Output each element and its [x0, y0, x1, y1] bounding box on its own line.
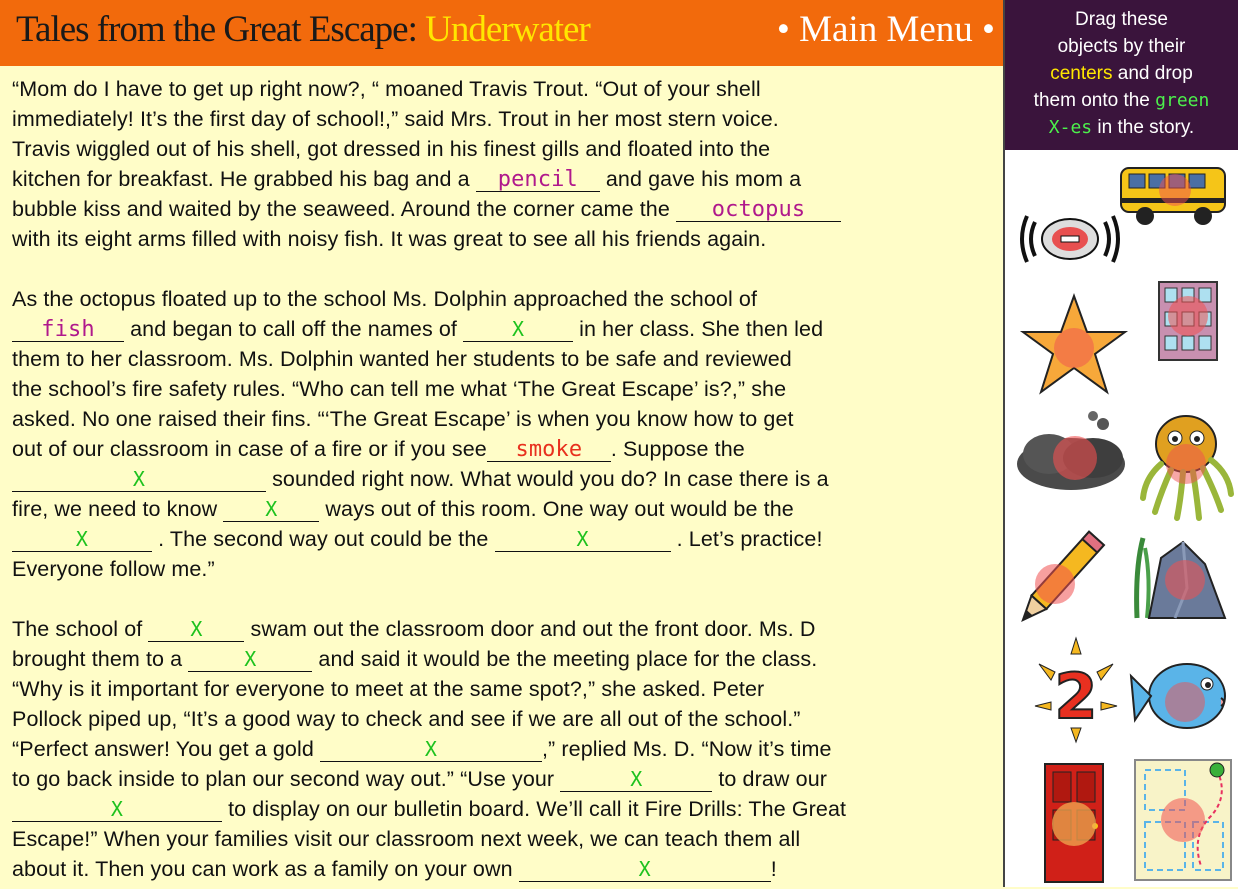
placed-word-octopus: octopus — [711, 197, 806, 222]
story-line — [12, 434, 745, 464]
drop-target[interactable] — [12, 529, 152, 552]
drop-target[interactable] — [463, 319, 573, 342]
instr-text: in the story. — [1092, 117, 1195, 138]
header-bar — [0, 0, 1003, 66]
number-two-object[interactable] — [1031, 636, 1121, 746]
instr-text: them onto the — [1033, 90, 1156, 111]
text: kitchen for breakfast. He grabbed his bag and a — [12, 167, 476, 191]
text: fire, we need to know — [12, 497, 224, 521]
text: to draw our — [712, 767, 828, 791]
green-x-marker: X — [630, 767, 643, 791]
story-line — [12, 164, 801, 194]
octopus-object[interactable] — [1137, 408, 1235, 524]
story-line: immediately! It’s the first day of school!,” said Mrs. Trout in her most stern voice. — [12, 107, 779, 131]
drop-target[interactable] — [560, 769, 712, 792]
text: to go back inside to plan our second way out.” “Use your — [12, 767, 561, 791]
fish-object[interactable] — [1129, 650, 1233, 746]
text: ,” replied Ms. D. “Now it’s time — [541, 737, 832, 761]
placed-word-smoke: smoke — [515, 437, 583, 462]
instr-text: Drag these — [1075, 9, 1168, 30]
text: ! — [770, 857, 777, 881]
smoke-alarm-object[interactable] — [1015, 196, 1125, 282]
story-line — [12, 314, 823, 344]
title-main: Tales from the Great Escape: — [16, 9, 417, 50]
green-x-marker: X — [638, 857, 651, 881]
smoke-cloud-icon — [1011, 406, 1131, 506]
green-x-marker: X — [75, 527, 89, 551]
escape-map-icon — [1131, 756, 1235, 884]
green-x-marker: X — [110, 797, 124, 821]
story-line — [12, 794, 846, 824]
drop-target[interactable] — [12, 469, 266, 492]
text: . The second way out could be the — [152, 527, 495, 551]
text: sounded right now. What would you do? In case there is a — [266, 467, 829, 491]
door-icon — [1043, 762, 1105, 884]
rock-icon — [1125, 528, 1235, 620]
story-line — [12, 524, 823, 554]
story-line: Escape!” When your families visit our classroom next week, we can teach them all — [12, 827, 801, 851]
fish-icon — [1129, 650, 1233, 746]
text: and said it would be the meeting place for the class. — [312, 647, 818, 671]
school-bus-icon — [1117, 158, 1233, 232]
green-x-marker: X — [424, 737, 438, 761]
story-line: Travis wiggled out of his shell, got dressed in his finest gills and floated into the — [12, 137, 771, 161]
instr-highlight: green — [1155, 90, 1210, 111]
text: out of our classroom in case of a fire or if you see — [12, 437, 487, 461]
story-line — [12, 734, 832, 764]
placed-word-pencil: pencil — [497, 167, 578, 192]
main-menu-link[interactable]: • Main Menu • — [776, 9, 995, 50]
green-x-marker: X — [190, 617, 203, 641]
green-x-marker: X — [512, 317, 525, 341]
text: and began to call off the names of — [124, 317, 464, 341]
svg-text:2: 2 — [1054, 660, 1098, 733]
drop-target[interactable] — [519, 859, 771, 882]
text: . Let’s practice! — [670, 527, 823, 551]
title-sub: Underwater — [425, 9, 590, 50]
text: ways out of this room. One way out would be the — [319, 497, 794, 521]
story-line — [12, 644, 817, 674]
text: bubble kiss and waited by the seaweed. Around the corner came the — [12, 197, 676, 221]
story-line — [12, 764, 827, 794]
drop-target[interactable] — [12, 799, 222, 822]
draggable-objects-panel — [1003, 0, 1238, 887]
drop-target[interactable] — [148, 619, 244, 642]
smoke-alarm-icon — [1015, 196, 1125, 282]
text: “Perfect answer! You get a gold — [12, 737, 320, 761]
placed-word-fish: fish — [41, 317, 95, 342]
story-line: with its eight arms filled with noisy fish. It was great to see all his friends again. — [12, 227, 767, 251]
drop-target-filled[interactable] — [476, 169, 600, 192]
drop-target-filled[interactable] — [676, 199, 841, 222]
text: and gave his mom a — [599, 167, 802, 191]
story-line — [12, 194, 841, 224]
drop-target[interactable] — [320, 739, 542, 762]
story-line: the school’s fire safety rules. “Who can tell me what ‘The Great Escape’ is?,” she — [12, 377, 787, 401]
text: The school of — [12, 617, 149, 641]
instr-highlight: centers — [1050, 63, 1113, 84]
rock-seaweed-object[interactable] — [1125, 528, 1235, 620]
window-object[interactable] — [1157, 280, 1219, 362]
pencil-object[interactable] — [1009, 524, 1109, 636]
drop-target[interactable] — [223, 499, 319, 522]
drop-target[interactable] — [188, 649, 312, 672]
drop-target-filled[interactable] — [12, 319, 124, 342]
green-x-marker: X — [576, 527, 589, 551]
text: to display on our bulletin board. We’ll call it Fire Drills: The Great — [222, 797, 847, 821]
story-panel — [0, 66, 1003, 887]
escape-map-object[interactable] — [1131, 756, 1235, 884]
pencil-icon — [1009, 524, 1109, 636]
story-line — [12, 494, 794, 524]
green-x-marker: X — [265, 497, 278, 521]
text: brought them to a — [12, 647, 189, 671]
story-line — [12, 614, 816, 644]
story-line: them to her classroom. Ms. Dolphin wanted her students to be safe and reviewed — [12, 347, 792, 371]
text: in her class. She then led — [573, 317, 824, 341]
drop-target-filled[interactable] — [487, 439, 611, 462]
story-line — [12, 464, 829, 494]
story-line: Everyone follow me.” — [12, 557, 215, 581]
page-title — [16, 8, 590, 51]
starfish-object[interactable] — [1019, 292, 1129, 396]
instr-highlight: X-es — [1048, 117, 1093, 138]
story-line: “Why is it important for everyone to meet at the same spot?,” she asked. Peter — [12, 677, 765, 701]
instructions — [1005, 0, 1238, 150]
story-line — [12, 854, 777, 884]
story-line: As the octopus floated up to the school Ms. Dolphin approached the school of — [12, 287, 758, 311]
drop-target[interactable] — [495, 529, 671, 552]
text: about it. Then you can work as a family on your own — [12, 857, 519, 881]
smoke-cloud-object[interactable] — [1011, 406, 1131, 506]
number-two-icon — [1031, 636, 1121, 746]
school-bus-object[interactable] — [1117, 158, 1233, 232]
instr-text: and drop — [1112, 63, 1193, 84]
starfish-icon — [1019, 292, 1129, 396]
instr-text: objects by their — [1057, 36, 1186, 57]
octopus-icon — [1137, 408, 1235, 524]
story-line: asked. No one raised their fins. “‘The Great Escape’ is when you know how to get — [12, 407, 794, 431]
green-x-marker: X — [132, 467, 146, 491]
text: . Suppose the — [610, 437, 745, 461]
window-icon — [1157, 280, 1219, 362]
story-line: “Mom do I have to get up right now?, “ moaned Travis Trout. “Out of your shell — [12, 77, 761, 101]
green-x-marker: X — [244, 647, 257, 671]
text: swam out the classroom door and out the front door. Ms. D — [244, 617, 816, 641]
door-object[interactable] — [1043, 762, 1105, 884]
story-line: Pollock piped up, “It’s a good way to check and see if we are all out of the school.” — [12, 707, 801, 731]
